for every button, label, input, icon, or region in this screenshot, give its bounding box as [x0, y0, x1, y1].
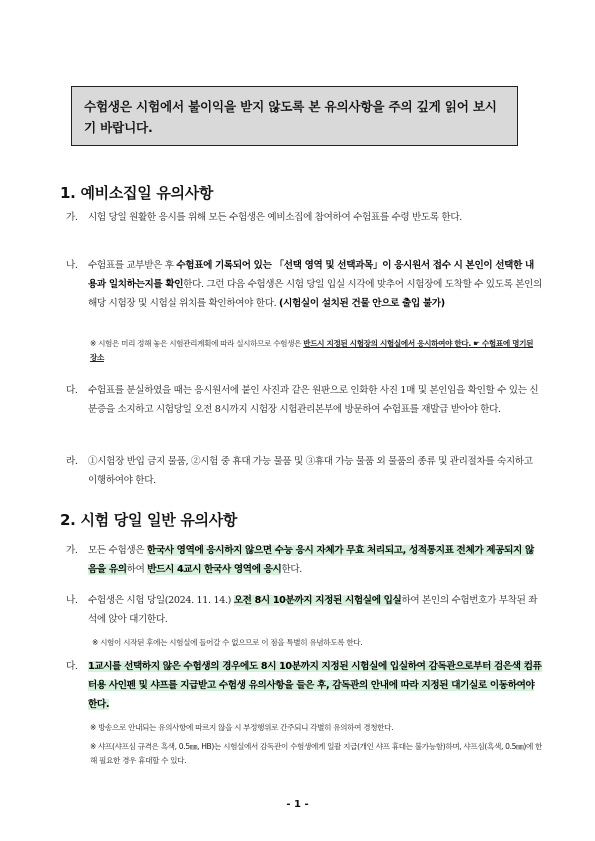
item-text: ①시험장 반입 금지 물품, ②시험 중 휴대 가능 물품 및 ③휴대 가능 물품 외 물품의 종류 및 관리절차를 숙지하고 이행하여야 한다. — [88, 456, 533, 486]
highlight-run: 한국사 영역에 응시하지 않으면 수능 응시 자체가 무효 처리되고, 성적통지표 전체가 제공되지 않음을 유의 — [88, 545, 534, 575]
section-1-item-da — [66, 381, 542, 419]
item-marker: 나. — [66, 595, 78, 606]
section-2-item-na — [66, 591, 542, 629]
item-text — [66, 541, 542, 579]
text-run: 하여 본인의 수험번호가 부착된 좌석에 앉아 대기한다. — [88, 595, 538, 625]
section-2-item-da — [66, 657, 542, 714]
notice-box — [71, 86, 518, 146]
text-run: 모든 수험생은 — [88, 545, 147, 556]
bold-run: 수험표에 기록되어 있는 「선택 영역 및 선택과목」이 응시원서 접수 시 본인이 선택한 내용과 일치하는지를 확인 — [88, 260, 534, 290]
section-1-item-ra — [66, 452, 542, 490]
item-marker: 다. — [66, 661, 78, 672]
text-run: 수험표를 교부받은 후 — [88, 260, 177, 271]
item-marker: 가. — [66, 545, 78, 556]
page-number: - 1 - — [286, 799, 309, 810]
text-run: 한다. 그런 다음 수험생은 시험 당일 입실 시각에 맞추어 시험장에 도착할 수 있도록 본인의 해당 시험장 및 시험실 위치를 확인하여야 한다. — [88, 279, 542, 309]
section-1-note — [90, 337, 540, 365]
section-2-note-1: ※ 시험이 시작된 후에는 시험실에 들어갈 수 없으므로 이 점을 특별히 유념하도록 한다. — [92, 638, 363, 647]
section-2-note-3: ※ 샤프(샤프심 규격은 흑색, 0.5㎜, HB)는 시험실에서 감독관이 수험생에게 일괄 지급(개인 샤프 휴대는 불가능함)하며, 샤프심(흑색, 0.5㎜)에 한해 필요한 경우 휴대할 수 있다. — [90, 742, 543, 765]
item-marker: 나. — [66, 260, 78, 271]
section-1-item-na — [66, 256, 542, 313]
item-text — [66, 657, 542, 714]
highlight-run: 반드시 4교시 한국사 영역에 응시 — [147, 564, 282, 575]
item-text — [66, 256, 542, 313]
highlight-run: 오전 8시 10분까지 지정된 시험실에 입실 — [233, 595, 402, 606]
section-2-title: 2. 시험 당일 일반 유의사항 — [60, 511, 238, 529]
item-text — [66, 591, 542, 629]
highlight-run: 1교시를 선택하지 않은 수험생의 경우에도 8시 10분까지 지정된 시험실에 입실하여 감독관으로부터 검은색 컴퓨터용 사인펜 및 샤프를 지급받고 수험생 유의사항을 들은 후, 감독관의 안내에 따라 지정된 대기실로 이동하여야 한다. — [88, 661, 542, 710]
item-text: 시험 당일 원활한 응시를 위해 모든 수험생은 예비소집에 참여하여 수험표를 수령 반도록 한다. — [88, 212, 462, 223]
item-text: 수험표를 분실하였을 때는 응시원서에 붙인 사진과 같은 원판으로 인화한 사진 1매 및 본인임을 확인할 수 있는 신분증을 소지하고 시험당일 오전 8시까지 시험장 시험관리본부에 방문하여 수험표를 재발급 받아야 한다. — [88, 385, 539, 415]
text-run: 한다. — [281, 564, 302, 575]
notice-text: 수험생은 시험에서 불이익을 받지 않도록 본 유의사항을 주의 깊게 읽어 보시기 바랍니다. — [84, 99, 497, 135]
section-2-note-2: ※ 방송으로 안내되는 유의사항에 따르지 않을 시 부정행위로 간주되니 각별히 유의하여 경청한다. — [90, 723, 394, 732]
item-marker: 다. — [66, 385, 78, 396]
item-marker: 가. — [66, 212, 78, 223]
note-text: ※ 시험은 미리 정해 놓은 시험관리계획에 따라 실시하므로 수험생은 — [90, 339, 304, 348]
item-marker: 라. — [66, 456, 78, 467]
bold-run: (시험실이 설치된 건물 안으로 출입 불가) — [279, 298, 445, 309]
text-run: 하여 — [126, 564, 148, 575]
text-run: 수험생은 시험 당일(2024. 11. 14.) — [88, 595, 234, 606]
section-1-item-ga — [66, 208, 542, 227]
section-1-title: 1. 예비소집일 유의사항 — [60, 184, 214, 202]
section-2-item-ga — [66, 541, 542, 579]
note-underline: 반드시 지정된 시험장의 시험실에서 응시하여야 한다. ☛ 수험표에 명기된 장소 — [90, 339, 534, 362]
